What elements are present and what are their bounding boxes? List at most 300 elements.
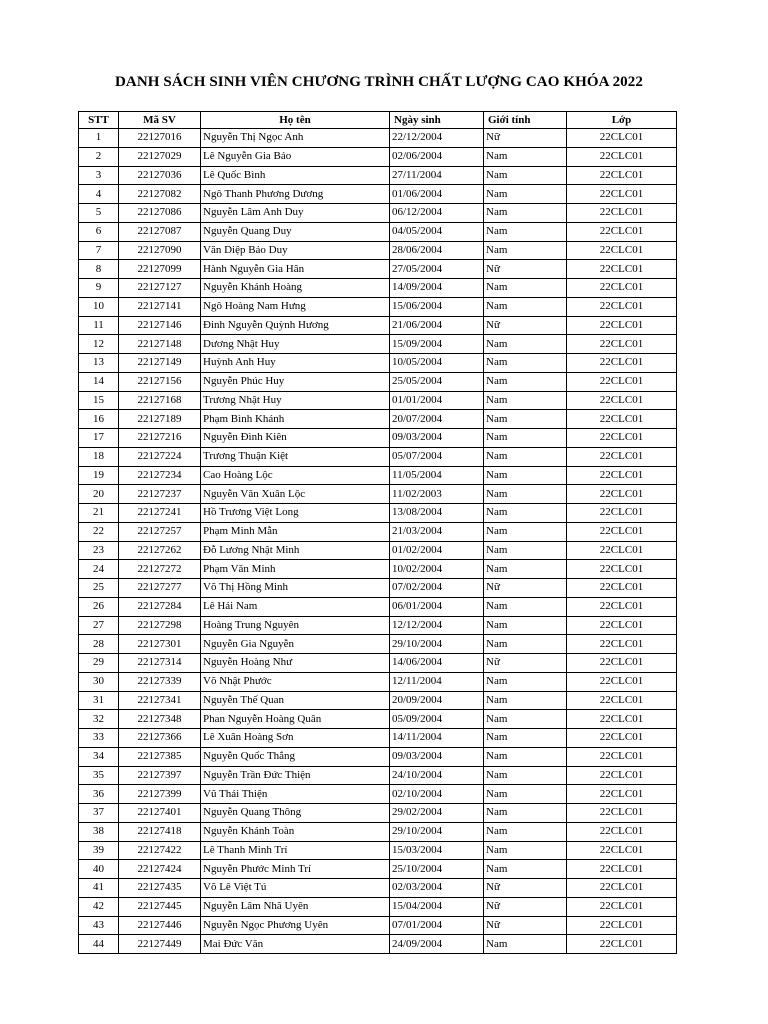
cell-ho-ten: Lê Quốc Bình (201, 166, 390, 185)
cell-lop: 22CLC01 (567, 672, 677, 691)
table-row (79, 466, 677, 485)
cell-ho-ten: Cao Hoàng Lộc (201, 466, 390, 485)
cell-gioi-tinh: Nam (484, 297, 567, 316)
cell-gioi-tinh: Nam (484, 372, 567, 391)
cell-gioi-tinh: Nam (484, 147, 567, 166)
cell-stt: 33 (79, 729, 119, 748)
cell-ngay-sinh: 06/01/2004 (390, 597, 484, 616)
cell-gioi-tinh: Nam (484, 935, 567, 954)
cell-gioi-tinh: Nam (484, 541, 567, 560)
table-header-row (79, 112, 677, 129)
table-row (79, 485, 677, 504)
cell-stt: 8 (79, 260, 119, 279)
table-row (79, 785, 677, 804)
cell-ngay-sinh: 21/06/2004 (390, 316, 484, 335)
cell-ho-ten: Ngô Hoàng Nam Hưng (201, 297, 390, 316)
cell-ngay-sinh: 15/03/2004 (390, 841, 484, 860)
cell-stt: 40 (79, 860, 119, 879)
cell-ngay-sinh: 24/10/2004 (390, 766, 484, 785)
cell-ngay-sinh: 15/09/2004 (390, 335, 484, 354)
table-row (79, 316, 677, 335)
cell-stt: 19 (79, 466, 119, 485)
cell-ngay-sinh: 01/06/2004 (390, 185, 484, 204)
cell-ma-sv: 22127029 (119, 147, 201, 166)
cell-gioi-tinh: Nam (484, 729, 567, 748)
cell-ho-ten: Trương Thuận Kiệt (201, 447, 390, 466)
cell-stt: 31 (79, 691, 119, 710)
cell-ma-sv: 22127149 (119, 354, 201, 373)
cell-ma-sv: 22127272 (119, 560, 201, 579)
table-row (79, 354, 677, 373)
cell-gioi-tinh: Nữ (484, 654, 567, 673)
table-row (79, 166, 677, 185)
cell-stt: 6 (79, 222, 119, 241)
cell-ma-sv: 22127090 (119, 241, 201, 260)
table-row (79, 222, 677, 241)
cell-ngay-sinh: 27/05/2004 (390, 260, 484, 279)
cell-lop: 22CLC01 (567, 297, 677, 316)
cell-lop: 22CLC01 (567, 710, 677, 729)
table-row (79, 241, 677, 260)
cell-ma-sv: 22127422 (119, 841, 201, 860)
cell-ho-ten: Nguyễn Khánh Hoàng (201, 279, 390, 298)
cell-ho-ten: Mai Đức Văn (201, 935, 390, 954)
cell-stt: 4 (79, 185, 119, 204)
cell-ma-sv: 22127449 (119, 935, 201, 954)
cell-stt: 34 (79, 747, 119, 766)
table-row (79, 635, 677, 654)
cell-ho-ten: Nguyễn Hoàng Như (201, 654, 390, 673)
cell-stt: 24 (79, 560, 119, 579)
cell-stt: 9 (79, 279, 119, 298)
cell-ho-ten: Lê Thanh Minh Trí (201, 841, 390, 860)
cell-ma-sv: 22127156 (119, 372, 201, 391)
cell-gioi-tinh: Nam (484, 560, 567, 579)
cell-ngay-sinh: 14/11/2004 (390, 729, 484, 748)
table-row (79, 279, 677, 298)
cell-ho-ten: Đỗ Lương Nhật Minh (201, 541, 390, 560)
cell-ngay-sinh: 01/02/2004 (390, 541, 484, 560)
cell-ma-sv: 22127401 (119, 804, 201, 823)
cell-gioi-tinh: Nam (484, 822, 567, 841)
cell-ho-ten: Nguyễn Trần Đức Thiện (201, 766, 390, 785)
cell-stt: 1 (79, 129, 119, 148)
cell-ngay-sinh: 06/12/2004 (390, 204, 484, 223)
table-row (79, 447, 677, 466)
cell-ho-ten: Hoàng Trung Nguyên (201, 616, 390, 635)
cell-ho-ten: Trương Nhật Huy (201, 391, 390, 410)
cell-ma-sv: 22127399 (119, 785, 201, 804)
cell-ma-sv: 22127127 (119, 279, 201, 298)
cell-lop: 22CLC01 (567, 335, 677, 354)
table-row (79, 522, 677, 541)
cell-ngay-sinh: 09/03/2004 (390, 429, 484, 448)
cell-stt: 27 (79, 616, 119, 635)
table-row (79, 897, 677, 916)
cell-ma-sv: 22127146 (119, 316, 201, 335)
table-row (79, 147, 677, 166)
cell-lop: 22CLC01 (567, 691, 677, 710)
cell-lop: 22CLC01 (567, 429, 677, 448)
cell-lop: 22CLC01 (567, 354, 677, 373)
cell-ma-sv: 22127086 (119, 204, 201, 223)
cell-ngay-sinh: 22/12/2004 (390, 129, 484, 148)
cell-ngay-sinh: 11/02/2003 (390, 485, 484, 504)
table-body (79, 129, 677, 954)
cell-ho-ten: Nguyễn Thị Ngọc Anh (201, 129, 390, 148)
cell-ho-ten: Nguyễn Gia Nguyễn (201, 635, 390, 654)
cell-ho-ten: Nguyễn Quốc Thắng (201, 747, 390, 766)
table-row (79, 335, 677, 354)
cell-ho-ten: Nguyễn Lâm Nhã Uyên (201, 897, 390, 916)
cell-ngay-sinh: 15/06/2004 (390, 297, 484, 316)
cell-ho-ten: Nguyễn Phước Minh Trí (201, 860, 390, 879)
cell-lop: 22CLC01 (567, 860, 677, 879)
table-row (79, 616, 677, 635)
cell-gioi-tinh: Nam (484, 860, 567, 879)
table-row (79, 260, 677, 279)
cell-ho-ten: Nguyễn Phúc Huy (201, 372, 390, 391)
cell-ngay-sinh: 05/09/2004 (390, 710, 484, 729)
table-row (79, 729, 677, 748)
cell-lop: 22CLC01 (567, 166, 677, 185)
cell-ngay-sinh: 24/09/2004 (390, 935, 484, 954)
cell-ma-sv: 22127397 (119, 766, 201, 785)
cell-ma-sv: 22127262 (119, 541, 201, 560)
cell-gioi-tinh: Nữ (484, 897, 567, 916)
table-row (79, 391, 677, 410)
cell-ho-ten: Nguyễn Lâm Anh Duy (201, 204, 390, 223)
table-row (79, 804, 677, 823)
cell-ma-sv: 22127301 (119, 635, 201, 654)
table-row (79, 747, 677, 766)
cell-stt: 18 (79, 447, 119, 466)
cell-gioi-tinh: Nam (484, 747, 567, 766)
cell-ma-sv: 22127216 (119, 429, 201, 448)
table-row (79, 429, 677, 448)
cell-gioi-tinh: Nam (484, 185, 567, 204)
cell-gioi-tinh: Nam (484, 429, 567, 448)
cell-lop: 22CLC01 (567, 147, 677, 166)
cell-ho-ten: Nguyễn Văn Xuân Lộc (201, 485, 390, 504)
cell-stt: 14 (79, 372, 119, 391)
cell-ngay-sinh: 02/10/2004 (390, 785, 484, 804)
cell-ho-ten: Ngô Thanh Phương Dương (201, 185, 390, 204)
cell-stt: 42 (79, 897, 119, 916)
cell-lop: 22CLC01 (567, 222, 677, 241)
cell-ma-sv: 22127348 (119, 710, 201, 729)
cell-ngay-sinh: 12/11/2004 (390, 672, 484, 691)
cell-ngay-sinh: 07/02/2004 (390, 579, 484, 598)
cell-stt: 35 (79, 766, 119, 785)
table-row (79, 129, 677, 148)
cell-stt: 30 (79, 672, 119, 691)
table-row (79, 204, 677, 223)
table-row (79, 597, 677, 616)
cell-lop: 22CLC01 (567, 916, 677, 935)
cell-ma-sv: 22127314 (119, 654, 201, 673)
cell-lop: 22CLC01 (567, 616, 677, 635)
cell-stt: 32 (79, 710, 119, 729)
header-ngay-sinh: Ngày sinh (390, 112, 484, 129)
page-title: DANH SÁCH SINH VIÊN CHƯƠNG TRÌNH CHẤT LƯỢNG CAO KHÓA 2022 (115, 74, 643, 90)
cell-gioi-tinh: Nam (484, 841, 567, 860)
cell-ho-ten: Hành Nguyễn Gia Hân (201, 260, 390, 279)
cell-stt: 21 (79, 504, 119, 523)
cell-lop: 22CLC01 (567, 804, 677, 823)
cell-gioi-tinh: Nam (484, 354, 567, 373)
cell-ma-sv: 22127036 (119, 166, 201, 185)
cell-lop: 22CLC01 (567, 879, 677, 898)
cell-lop: 22CLC01 (567, 935, 677, 954)
cell-ma-sv: 22127385 (119, 747, 201, 766)
cell-ma-sv: 22127141 (119, 297, 201, 316)
cell-ngay-sinh: 15/04/2004 (390, 897, 484, 916)
cell-gioi-tinh: Nam (484, 391, 567, 410)
cell-stt: 12 (79, 335, 119, 354)
cell-ngay-sinh: 20/07/2004 (390, 410, 484, 429)
cell-ngay-sinh: 29/10/2004 (390, 822, 484, 841)
cell-lop: 22CLC01 (567, 316, 677, 335)
cell-ma-sv: 22127082 (119, 185, 201, 204)
cell-ho-ten: Võ Lê Việt Tú (201, 879, 390, 898)
cell-ngay-sinh: 27/11/2004 (390, 166, 484, 185)
table-row (79, 710, 677, 729)
table-row (79, 579, 677, 598)
cell-lop: 22CLC01 (567, 466, 677, 485)
header-ho-ten: Họ tên (201, 112, 390, 129)
table-row (79, 504, 677, 523)
cell-lop: 22CLC01 (567, 822, 677, 841)
cell-lop: 22CLC01 (567, 241, 677, 260)
cell-ngay-sinh: 21/03/2004 (390, 522, 484, 541)
cell-stt: 23 (79, 541, 119, 560)
cell-ma-sv: 22127099 (119, 260, 201, 279)
cell-lop: 22CLC01 (567, 654, 677, 673)
table-row (79, 916, 677, 935)
cell-lop: 22CLC01 (567, 391, 677, 410)
cell-gioi-tinh: Nữ (484, 260, 567, 279)
cell-gioi-tinh: Nam (484, 672, 567, 691)
cell-ma-sv: 22127445 (119, 897, 201, 916)
cell-stt: 22 (79, 522, 119, 541)
cell-ngay-sinh: 25/05/2004 (390, 372, 484, 391)
cell-ho-ten: Hồ Trương Việt Long (201, 504, 390, 523)
cell-lop: 22CLC01 (567, 185, 677, 204)
cell-gioi-tinh: Nam (484, 785, 567, 804)
cell-ma-sv: 22127234 (119, 466, 201, 485)
cell-ho-ten: Lê Hải Nam (201, 597, 390, 616)
cell-ma-sv: 22127189 (119, 410, 201, 429)
table-row (79, 410, 677, 429)
cell-gioi-tinh: Nam (484, 204, 567, 223)
cell-stt: 43 (79, 916, 119, 935)
cell-lop: 22CLC01 (567, 579, 677, 598)
cell-ngay-sinh: 07/01/2004 (390, 916, 484, 935)
cell-lop: 22CLC01 (567, 785, 677, 804)
cell-ma-sv: 22127341 (119, 691, 201, 710)
cell-gioi-tinh: Nam (484, 691, 567, 710)
cell-ngay-sinh: 05/07/2004 (390, 447, 484, 466)
cell-stt: 15 (79, 391, 119, 410)
cell-stt: 16 (79, 410, 119, 429)
cell-ho-ten: Nguyễn Ngọc Phương Uyên (201, 916, 390, 935)
cell-lop: 22CLC01 (567, 560, 677, 579)
cell-lop: 22CLC01 (567, 729, 677, 748)
table-row (79, 297, 677, 316)
cell-ho-ten: Võ Nhật Phước (201, 672, 390, 691)
table-row (79, 372, 677, 391)
cell-lop: 22CLC01 (567, 897, 677, 916)
cell-ngay-sinh: 14/09/2004 (390, 279, 484, 298)
cell-gioi-tinh: Nam (484, 447, 567, 466)
cell-gioi-tinh: Nam (484, 166, 567, 185)
cell-stt: 20 (79, 485, 119, 504)
cell-lop: 22CLC01 (567, 204, 677, 223)
cell-gioi-tinh: Nam (484, 241, 567, 260)
cell-gioi-tinh: Nam (484, 410, 567, 429)
cell-gioi-tinh: Nam (484, 279, 567, 298)
cell-stt: 5 (79, 204, 119, 223)
cell-ho-ten: Phạm Minh Mẫn (201, 522, 390, 541)
cell-lop: 22CLC01 (567, 279, 677, 298)
cell-ma-sv: 22127237 (119, 485, 201, 504)
cell-stt: 7 (79, 241, 119, 260)
cell-ho-ten: Lê Nguyễn Gia Bảo (201, 147, 390, 166)
cell-ngay-sinh: 29/02/2004 (390, 804, 484, 823)
cell-ho-ten: Văn Diệp Bảo Duy (201, 241, 390, 260)
header-lop: Lớp (567, 112, 677, 129)
cell-ma-sv: 22127016 (119, 129, 201, 148)
header-stt: STT (79, 112, 119, 129)
cell-ma-sv: 22127224 (119, 447, 201, 466)
cell-ho-ten: Võ Thị Hồng Minh (201, 579, 390, 598)
cell-stt: 29 (79, 654, 119, 673)
cell-gioi-tinh: Nam (484, 466, 567, 485)
table-row (79, 935, 677, 954)
cell-ma-sv: 22127168 (119, 391, 201, 410)
cell-lop: 22CLC01 (567, 260, 677, 279)
table-row (79, 185, 677, 204)
cell-stt: 36 (79, 785, 119, 804)
cell-stt: 13 (79, 354, 119, 373)
table-row (79, 860, 677, 879)
cell-lop: 22CLC01 (567, 447, 677, 466)
cell-lop: 22CLC01 (567, 485, 677, 504)
cell-lop: 22CLC01 (567, 504, 677, 523)
cell-gioi-tinh: Nữ (484, 879, 567, 898)
cell-ngay-sinh: 10/05/2004 (390, 354, 484, 373)
cell-lop: 22CLC01 (567, 129, 677, 148)
cell-gioi-tinh: Nam (484, 522, 567, 541)
cell-ngay-sinh: 04/05/2004 (390, 222, 484, 241)
table-row (79, 841, 677, 860)
cell-ho-ten: Nguyễn Quang Duy (201, 222, 390, 241)
cell-stt: 10 (79, 297, 119, 316)
cell-stt: 39 (79, 841, 119, 860)
cell-stt: 11 (79, 316, 119, 335)
cell-lop: 22CLC01 (567, 841, 677, 860)
table-row (79, 691, 677, 710)
cell-lop: 22CLC01 (567, 766, 677, 785)
table-row (79, 822, 677, 841)
cell-ma-sv: 22127241 (119, 504, 201, 523)
cell-ho-ten: Nguyễn Thế Quan (201, 691, 390, 710)
cell-ngay-sinh: 28/06/2004 (390, 241, 484, 260)
cell-gioi-tinh: Nam (484, 804, 567, 823)
table-row (79, 560, 677, 579)
cell-lop: 22CLC01 (567, 747, 677, 766)
cell-ma-sv: 22127435 (119, 879, 201, 898)
cell-ho-ten: Dương Nhật Huy (201, 335, 390, 354)
cell-ho-ten: Lê Xuân Hoàng Sơn (201, 729, 390, 748)
cell-stt: 44 (79, 935, 119, 954)
cell-ngay-sinh: 13/08/2004 (390, 504, 484, 523)
cell-ho-ten: Phan Nguyễn Hoàng Quân (201, 710, 390, 729)
cell-ma-sv: 22127339 (119, 672, 201, 691)
cell-ho-ten: Đinh Nguyễn Quỳnh Hương (201, 316, 390, 335)
cell-ngay-sinh: 01/01/2004 (390, 391, 484, 410)
cell-ma-sv: 22127424 (119, 860, 201, 879)
header-ma-sv: Mã SV (119, 112, 201, 129)
cell-ho-ten: Nguyễn Đình Kiên (201, 429, 390, 448)
cell-ho-ten: Vũ Thái Thiện (201, 785, 390, 804)
cell-gioi-tinh: Nữ (484, 129, 567, 148)
cell-ma-sv: 22127284 (119, 597, 201, 616)
cell-stt: 41 (79, 879, 119, 898)
table-row (79, 654, 677, 673)
cell-gioi-tinh: Nữ (484, 916, 567, 935)
cell-ma-sv: 22127298 (119, 616, 201, 635)
cell-gioi-tinh: Nữ (484, 579, 567, 598)
cell-gioi-tinh: Nam (484, 485, 567, 504)
cell-gioi-tinh: Nam (484, 616, 567, 635)
cell-stt: 37 (79, 804, 119, 823)
cell-ho-ten: Phạm Văn Minh (201, 560, 390, 579)
cell-ho-ten: Phạm Bình Khánh (201, 410, 390, 429)
cell-ngay-sinh: 12/12/2004 (390, 616, 484, 635)
cell-ma-sv: 22127277 (119, 579, 201, 598)
cell-stt: 3 (79, 166, 119, 185)
cell-ngay-sinh: 02/06/2004 (390, 147, 484, 166)
cell-ngay-sinh: 29/10/2004 (390, 635, 484, 654)
table-row (79, 879, 677, 898)
cell-ngay-sinh: 20/09/2004 (390, 691, 484, 710)
cell-lop: 22CLC01 (567, 372, 677, 391)
cell-ma-sv: 22127257 (119, 522, 201, 541)
cell-ngay-sinh: 25/10/2004 (390, 860, 484, 879)
cell-ngay-sinh: 14/06/2004 (390, 654, 484, 673)
header-gioi-tinh: Giới tính (484, 112, 567, 129)
cell-lop: 22CLC01 (567, 522, 677, 541)
cell-gioi-tinh: Nam (484, 222, 567, 241)
table-row (79, 672, 677, 691)
cell-stt: 25 (79, 579, 119, 598)
cell-gioi-tinh: Nam (484, 504, 567, 523)
cell-ho-ten: Nguyễn Khánh Toàn (201, 822, 390, 841)
cell-ma-sv: 22127446 (119, 916, 201, 935)
table-row (79, 766, 677, 785)
cell-stt: 17 (79, 429, 119, 448)
cell-gioi-tinh: Nam (484, 635, 567, 654)
cell-ma-sv: 22127148 (119, 335, 201, 354)
cell-ma-sv: 22127087 (119, 222, 201, 241)
cell-stt: 38 (79, 822, 119, 841)
cell-gioi-tinh: Nam (484, 710, 567, 729)
cell-gioi-tinh: Nam (484, 597, 567, 616)
cell-ho-ten: Nguyễn Quang Thông (201, 804, 390, 823)
table-row (79, 541, 677, 560)
